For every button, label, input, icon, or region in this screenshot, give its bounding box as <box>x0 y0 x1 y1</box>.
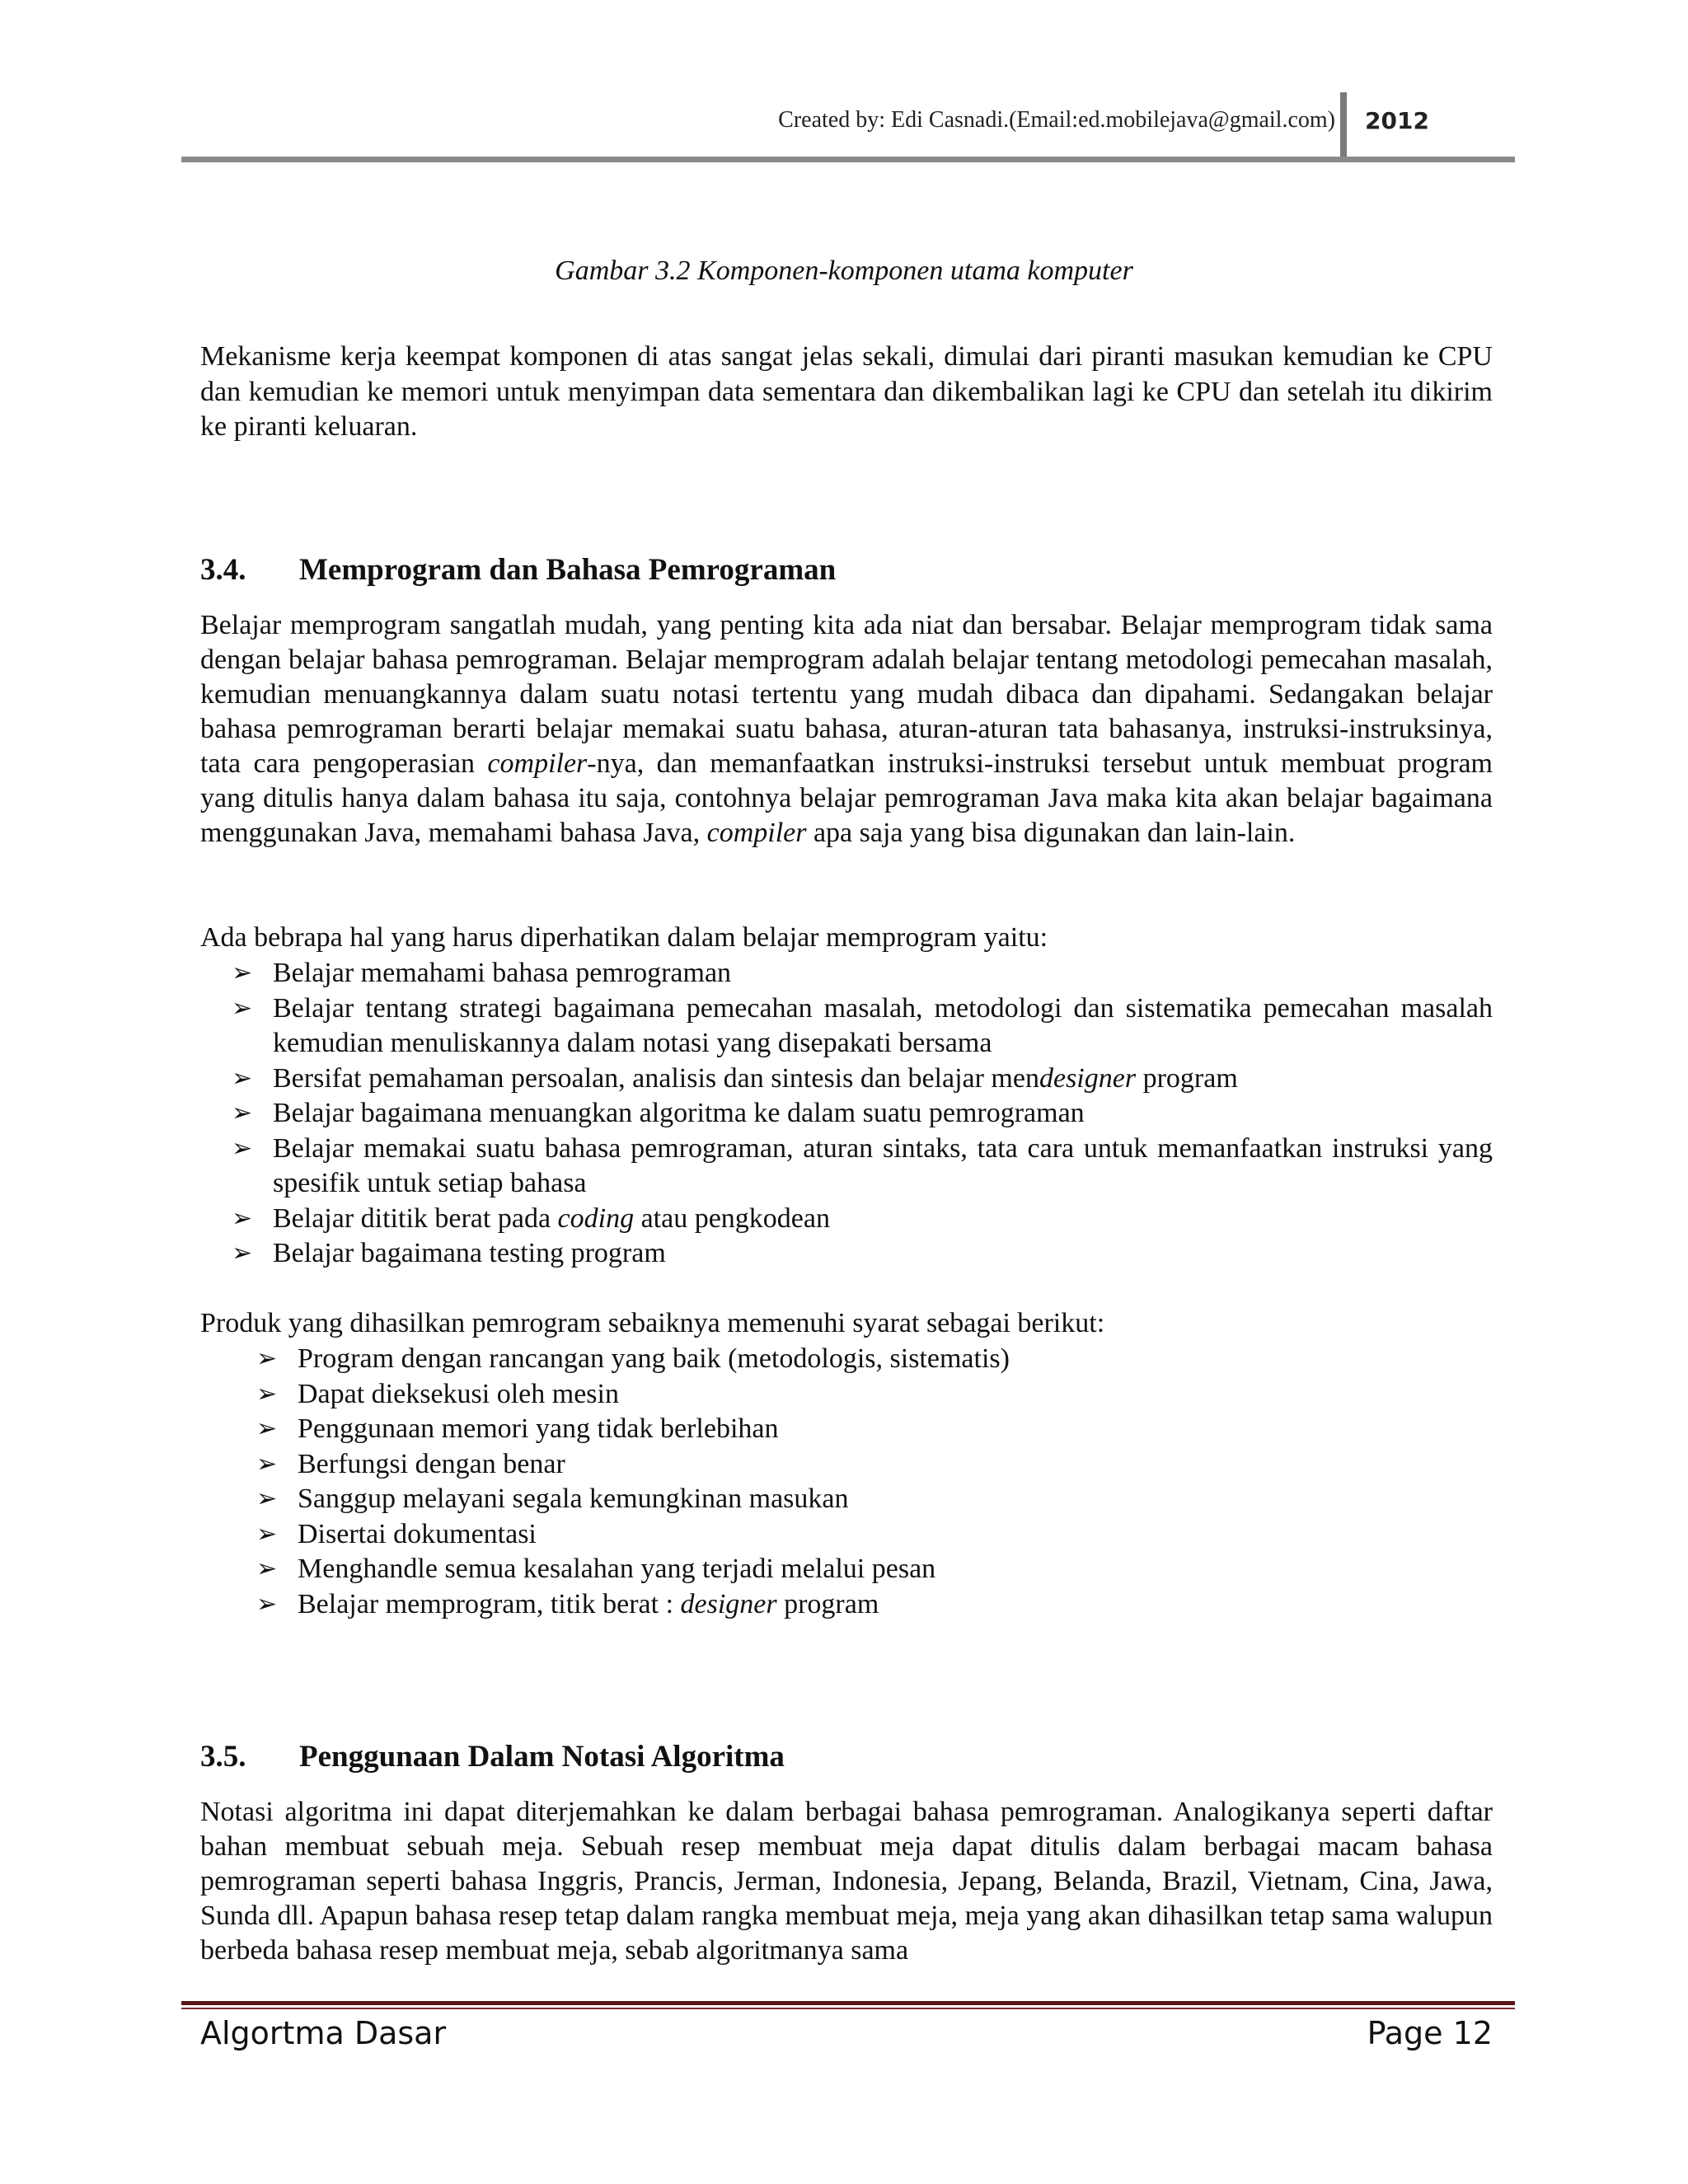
list-item-text: Belajar bagaimana testing program <box>273 1238 666 1268</box>
paragraph-text: Belajar memprogram sangatlah mudah, yang penting kita ada niat dan bersabar. Belajar memprogram tidak sama dengan belajar bahasa pemrograman. Belajar memprogram adalah belajar tentang metodologi pemecahan masalah, kemudian menuangkannya dalam suatu notasi tertentu yang mudah dibaca dan dipahami. Sedangakan belajar bahasa pemrograman berarti belajar memakai suatu bahasa, aturan-aturan tata bahasanya, instruksi-instruksinya, tata cara pengoperasian <box>200 610 1493 779</box>
list-item-text: Berfungsi dengan benar <box>298 1448 565 1479</box>
section-3-5-paragraph: Notasi algoritma ini dapat diterjemahkan ke dalam berbagai bahasa pemrograman. Analogikanya seperti daftar bahan membuat sebuah meja. Sebuah resep membuat meja dapat ditulis dalam berbagai macam bahasa pemrograman seperti bahasa Inggris, Prancis, Jerman, Indonesia, Jepang, Belanda, Brazil, Vietnam, Cina, Jawa, Sunda dll. Apapun bahasa resep tetap dalam rangka membuat meja, meja yang akan dihasilkan tetap sama walupun berbeda bahasa resep membuat meja, sebab algoritmanya sama <box>200 1797 1493 1966</box>
arrow-bullet-icon: ➢ <box>232 1063 253 1093</box>
header-credit: Created by: Edi Casnadi.(Email:ed.mobilejava@gmail.com) <box>778 107 1335 133</box>
list-intro: Ada bebrapa hal yang harus diperhatikan dalam belajar memprogram yaitu: <box>200 922 1048 953</box>
list-item-text: program <box>776 1588 879 1619</box>
product-intro: Produk yang dihasilkan pemrogram sebaiknya memenuhi syarat sebagai berikut: <box>200 1308 1105 1338</box>
list-item-text: Dapat dieksekusi oleh mesin <box>298 1378 619 1409</box>
section-number: 3.5. <box>200 1740 246 1774</box>
list-item-text: Belajar memprogram, titik berat : <box>298 1588 681 1619</box>
arrow-bullet-icon: ➢ <box>256 1344 278 1373</box>
list-item-text: Penggunaan memori yang tidak berlebihan <box>298 1413 779 1444</box>
learning-list <box>232 956 1493 1272</box>
paragraph-text: apa saja yang bisa digunakan dan lain-lain. <box>806 818 1296 848</box>
list-item-text: Belajar tentang strategi bagaimana pemecahan masalah, metodologi dan sistematika pemecahan masalah kemudian menuliskannya dalam notasi yang disepakati bersama <box>273 992 1493 1058</box>
paragraph-emphasis: compiler <box>706 818 807 848</box>
footer-title: Algortma Dasar <box>200 2015 447 2051</box>
list-item-text: Belajar bagaimana menuangkan algoritma ke dalam suatu pemrograman <box>273 1098 1085 1128</box>
section-title: Memprogram dan Bahasa Pemrograman <box>299 553 837 587</box>
list-item <box>256 1587 1493 1623</box>
header-year: 2012 <box>1365 107 1429 134</box>
product-list <box>256 1342 1493 1622</box>
list-item <box>232 1062 1493 1097</box>
list-item-text: Belajar memakai suatu bahasa pemrograman, aturan sintaks, tata cara untuk memanfaatkan instruksi yang spesifik untuk setiap bahasa <box>273 1132 1493 1198</box>
arrow-bullet-icon: ➢ <box>232 1239 253 1268</box>
list-item <box>232 1236 1493 1272</box>
list-item-text: Disertai dokumentasi <box>298 1518 537 1549</box>
arrow-bullet-icon: ➢ <box>256 1519 278 1549</box>
list-item-text: program <box>1136 1062 1238 1094</box>
arrow-bullet-icon: ➢ <box>256 1379 278 1408</box>
list-item-emphasis: designer <box>680 1588 777 1619</box>
arrow-bullet-icon: ➢ <box>232 1203 253 1233</box>
figure-caption: Gambar 3.2 Komponen-komponen utama komputer <box>555 255 1133 286</box>
arrow-bullet-icon: ➢ <box>256 1414 278 1443</box>
list-item-emphasis: coding <box>557 1202 635 1234</box>
list-item <box>256 1412 1493 1447</box>
arrow-bullet-icon: ➢ <box>232 958 253 987</box>
paragraph-emphasis: compiler <box>487 748 588 779</box>
list-item <box>256 1517 1493 1553</box>
list-item <box>256 1447 1493 1483</box>
list-item <box>256 1377 1493 1413</box>
footer-page-number: Page 12 <box>1367 2015 1493 2051</box>
section-number: 3.4. <box>200 553 246 587</box>
section-title: Penggunaan Dalam Notasi Algoritma <box>299 1740 785 1774</box>
list-item-text: Sanggup melayani segala kemungkinan masukan <box>298 1483 849 1514</box>
section-3-4-paragraph <box>200 608 1493 851</box>
intro-paragraph: Mekanisme kerja keempat komponen di atas sangat jelas sekali, dimulai dari piranti masukan kemudian ke CPU dan kemudian ke memori untuk menyimpan data sementara dan dikembalikan lagi ke CPU dan setelah itu dikirim ke piranti keluaran. <box>200 341 1493 442</box>
list-item-text: Belajar dititik berat pada <box>273 1202 558 1234</box>
list-item-text: Menghandle semua kesalahan yang terjadi melalui pesan <box>298 1554 936 1584</box>
list-item-text: Belajar memahami bahasa pemrograman <box>273 958 732 988</box>
list-item-text: Program dengan rancangan yang baik (metodologis, sistematis) <box>298 1343 1010 1374</box>
footer-rule <box>181 2001 1515 2005</box>
header-rule <box>181 157 1515 162</box>
paragraph-text: -nya, dan memanfaatkan instruksi-instruksi tersebut untuk membuat program yang ditulis hanya dalam bahasa itu saja, contohnya belajar pemrograman Java maka kita akan belajar bagaimana menggunakan Java, memahami bahasa Java, <box>200 748 1493 848</box>
footer-rule-thin <box>181 2008 1515 2009</box>
list-item <box>232 991 1493 1062</box>
list-item <box>256 1482 1493 1517</box>
list-item <box>256 1342 1493 1377</box>
arrow-bullet-icon: ➢ <box>256 1449 278 1479</box>
list-item <box>232 956 1493 991</box>
header-divider <box>1340 92 1347 160</box>
arrow-bullet-icon: ➢ <box>256 1484 278 1513</box>
list-item-emphasis: designer <box>1039 1062 1137 1094</box>
list-item <box>256 1552 1493 1587</box>
list-item-text: atau pengkodean <box>634 1202 830 1234</box>
list-item <box>232 1202 1493 1237</box>
arrow-bullet-icon: ➢ <box>256 1589 278 1619</box>
arrow-bullet-icon: ➢ <box>232 1133 253 1163</box>
section-heading-3-5 <box>200 1739 785 1774</box>
arrow-bullet-icon: ➢ <box>232 993 253 1023</box>
list-item-text: Bersifat pemahaman persoalan, analisis dan sintesis dan belajar men <box>273 1062 1039 1094</box>
list-item <box>232 1096 1493 1132</box>
list-item <box>232 1132 1493 1202</box>
arrow-bullet-icon: ➢ <box>232 1099 253 1127</box>
arrow-bullet-icon: ➢ <box>256 1554 278 1583</box>
section-heading-3-4 <box>200 552 836 588</box>
